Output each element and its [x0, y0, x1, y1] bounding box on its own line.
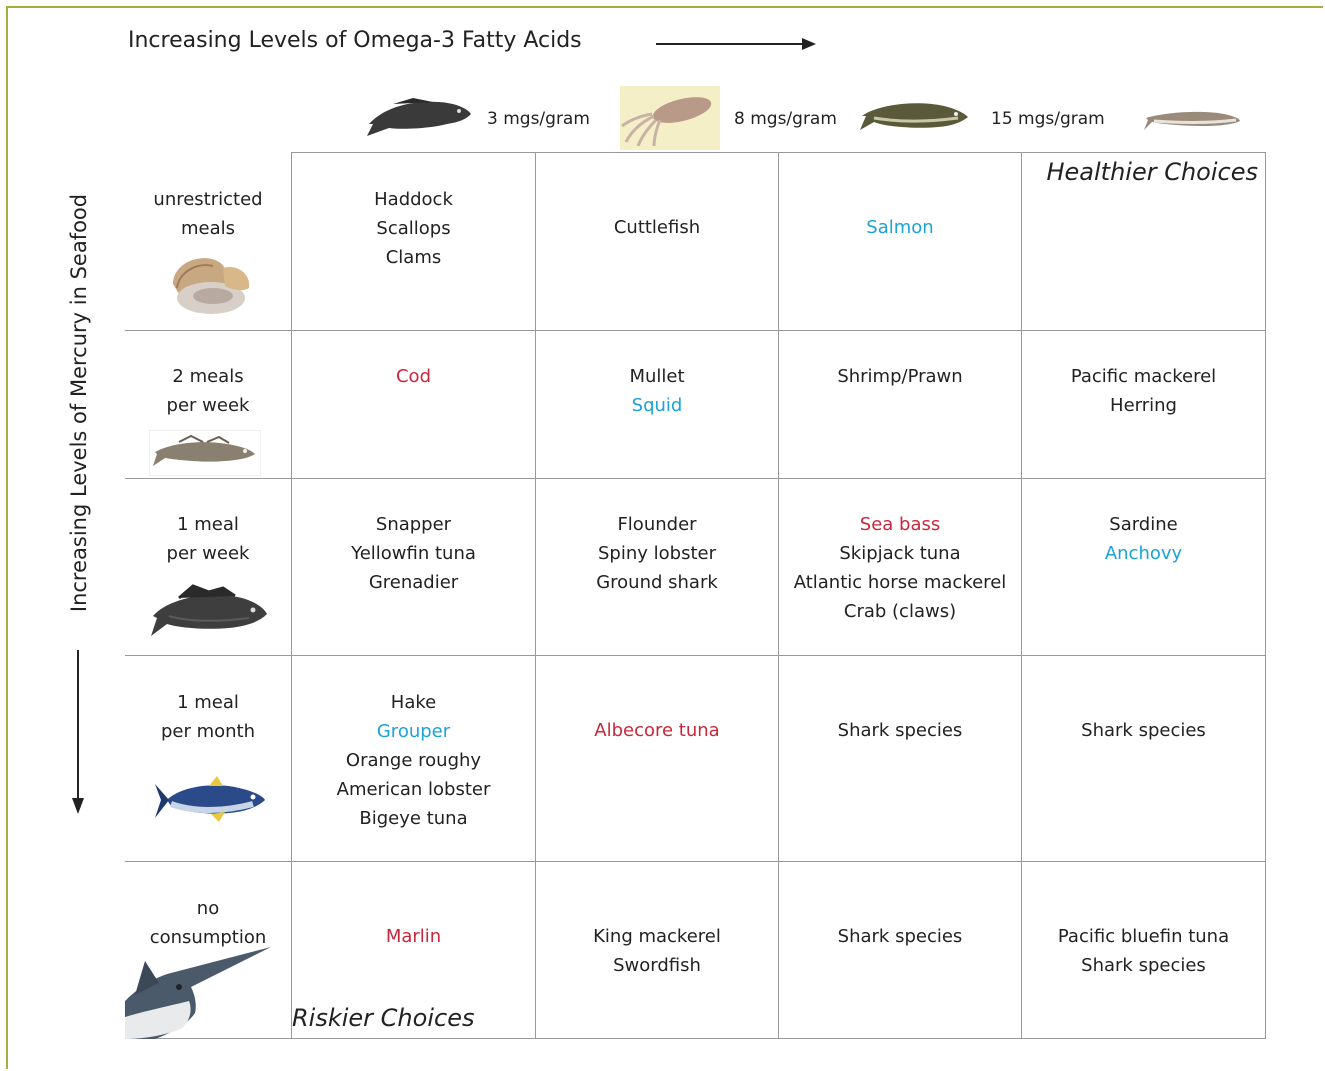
seafood-item: Grouper	[376, 721, 451, 742]
seafood-item: Bigeye tuna	[359, 808, 468, 829]
seafood-item: Anchovy	[1104, 543, 1183, 564]
seafood-cell	[779, 213, 1021, 242]
mercury-axis-title: Increasing Levels of Mercury in Seafood	[67, 193, 92, 612]
bass-icon	[149, 582, 271, 646]
cod-icon	[149, 430, 261, 476]
frequency-label: 1 meal per week	[166, 514, 250, 564]
seafood-item: Clams	[385, 247, 442, 268]
tuna-icon	[153, 776, 269, 824]
seafood-item: Orange roughy	[345, 750, 482, 771]
mercury-arrow-icon	[70, 650, 86, 816]
clam-icon	[163, 248, 259, 320]
salmon-icon	[858, 96, 970, 136]
omega-axis-title: Increasing Levels of Omega-3 Fatty Acids	[128, 28, 582, 53]
grid-line	[125, 330, 1266, 331]
seafood-cell	[779, 922, 1021, 951]
squid-icon	[620, 86, 720, 150]
seafood-item: Scallops	[376, 218, 451, 239]
seafood-item: Yellowfin tuna	[351, 543, 476, 564]
seafood-cell	[1022, 716, 1265, 745]
omega-scale-label: 15 mgs/gram	[991, 109, 1105, 129]
seafood-item: Sardine	[1109, 514, 1178, 535]
grid-line	[125, 655, 1266, 656]
seafood-item: Mullet	[629, 366, 685, 387]
grid-line	[1265, 152, 1266, 1039]
omega-scale-label: 3 mgs/gram	[487, 109, 590, 129]
seafood-cell	[1022, 922, 1265, 980]
seafood-cell	[1022, 510, 1265, 568]
seafood-item: Haddock	[374, 189, 453, 210]
seafood-item: Herring	[1110, 395, 1177, 416]
seafood-item: Atlantic horse mackerel	[793, 572, 1007, 593]
frequency-label: 2 meals per week	[166, 366, 250, 416]
seafood-item: Hake	[390, 692, 437, 713]
seafood-cell	[292, 185, 535, 272]
seafood-item: Grenadier	[368, 572, 459, 593]
frequency-label: 1 meal per month	[160, 692, 256, 742]
seafood-item: Crab (claws)	[843, 601, 957, 622]
grid-line	[125, 478, 1266, 479]
seafood-item: Skipjack tuna	[839, 543, 961, 564]
seafood-item: Squid	[631, 395, 683, 416]
seafood-item: King mackerel	[593, 926, 721, 947]
seafood-cell	[1022, 362, 1265, 420]
seafood-item: Shark species	[837, 926, 963, 947]
seafood-cell	[292, 510, 535, 597]
seafood-item: Shark species	[1081, 955, 1206, 976]
seafood-item: Snapper	[375, 514, 452, 535]
grid-line	[1021, 152, 1022, 1039]
seafood-item: Flounder	[617, 514, 697, 535]
grouper-icon	[363, 94, 475, 138]
seafood-item: Sea bass	[859, 514, 941, 535]
seafood-item: Pacific bluefin tuna	[1057, 926, 1230, 947]
healthier-choices-label: Healthier Choices	[1046, 158, 1258, 186]
seafood-item: Shrimp/Prawn	[837, 366, 963, 387]
seafood-item: Spiny lobster	[598, 543, 716, 564]
seafood-item: Cuttlefish	[613, 217, 701, 238]
anchovy-icon	[1142, 104, 1242, 136]
seafood-cell	[779, 362, 1021, 391]
seafood-item: American lobster	[336, 779, 491, 800]
seafood-cell	[536, 716, 778, 745]
seafood-cell	[536, 213, 778, 242]
omega-arrow-icon	[656, 34, 818, 54]
seafood-item: Pacific mackerel	[1070, 366, 1217, 387]
seafood-item: Salmon	[866, 217, 934, 238]
seafood-item: Marlin	[385, 926, 442, 947]
seafood-cell	[292, 922, 535, 951]
omega-scale-label: 8 mgs/gram	[734, 109, 837, 129]
seafood-item: Swordfish	[613, 955, 701, 976]
marlin-icon	[125, 947, 275, 1039]
seafood-cell	[536, 922, 778, 980]
seafood-cell	[779, 510, 1021, 626]
seafood-matrix	[125, 152, 1266, 1039]
seafood-cell	[292, 688, 535, 833]
seafood-cell	[536, 510, 778, 597]
seafood-item: Ground shark	[596, 572, 718, 593]
grid-line	[125, 1038, 1266, 1039]
seafood-cell	[536, 362, 778, 420]
seafood-item: Cod	[395, 366, 431, 387]
riskier-choices-label: Riskier Choices	[292, 1004, 475, 1032]
frequency-label: no consumption	[149, 898, 267, 948]
seafood-cell	[292, 362, 535, 391]
seafood-item: Shark species	[837, 720, 963, 741]
seafood-item: Shark species	[1081, 720, 1206, 741]
frequency-label: unrestricted meals	[153, 189, 263, 239]
grid-line	[125, 861, 1266, 862]
mercury-axis	[62, 160, 96, 645]
seafood-cell	[779, 716, 1021, 745]
seafood-item: Albecore tuna	[594, 720, 720, 741]
